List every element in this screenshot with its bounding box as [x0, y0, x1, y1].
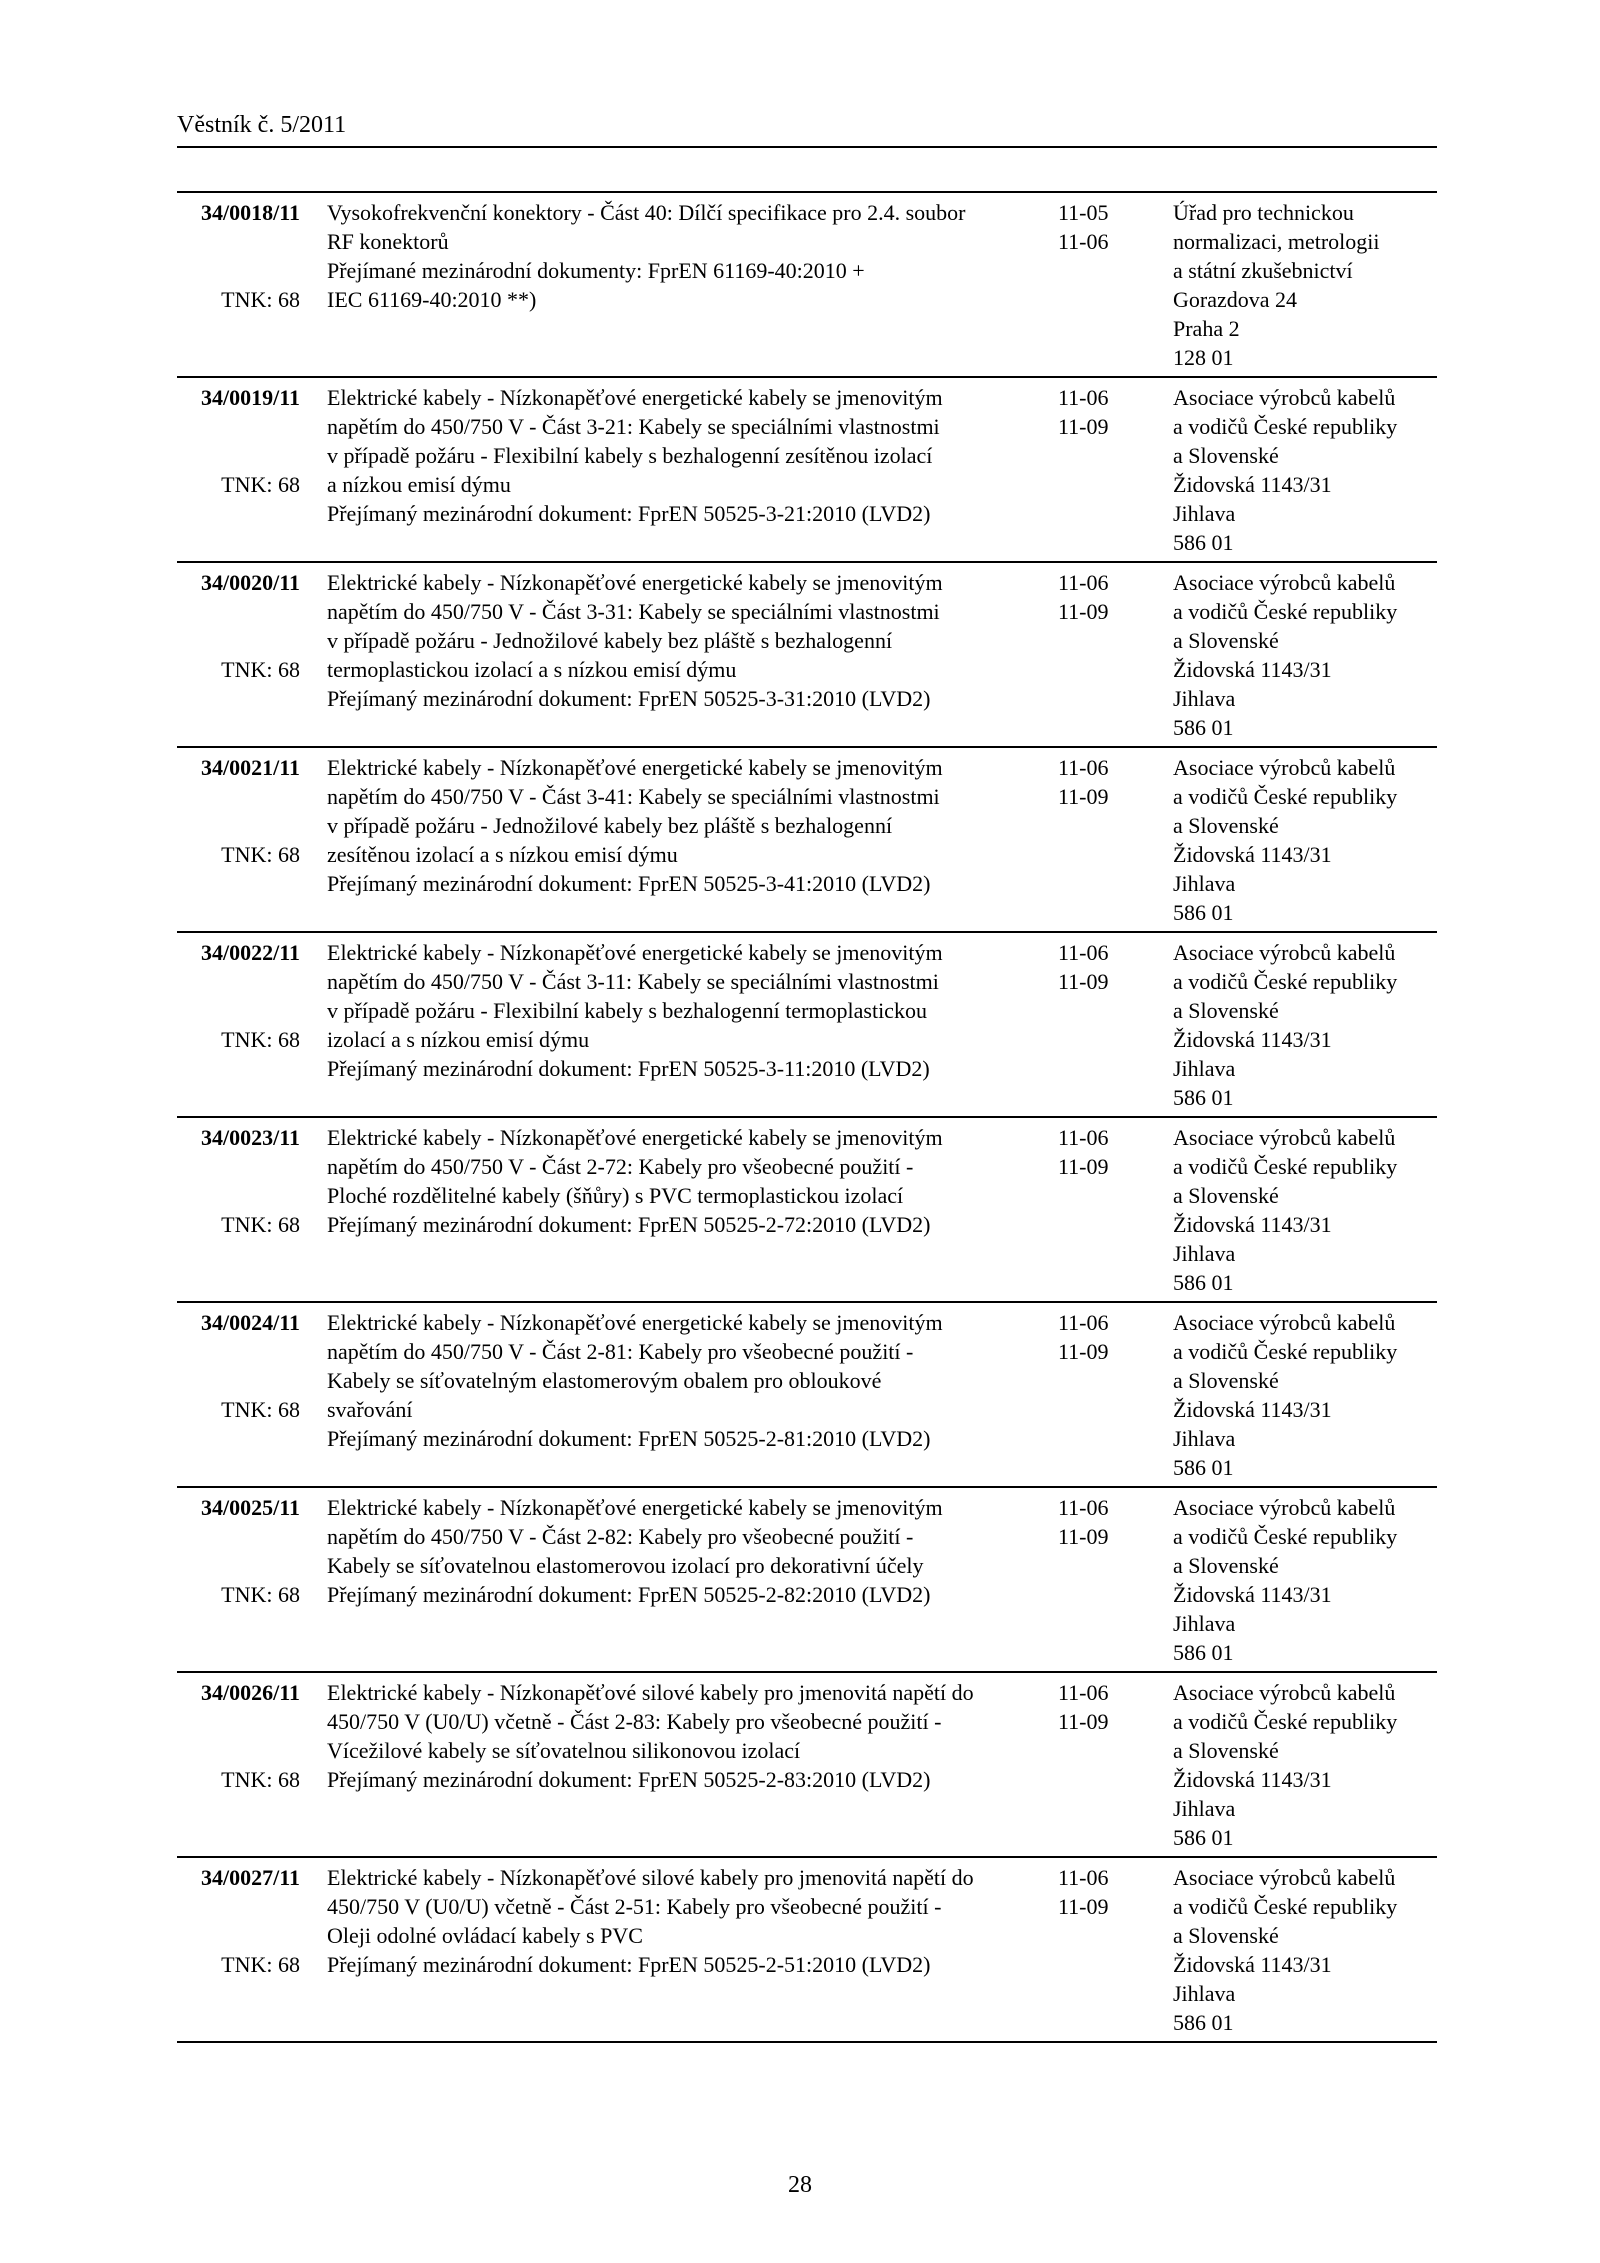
standard-id: 34/0026/11 [200, 1680, 300, 1705]
organization-address: Asociace výrobců kabelů a vodičů České republiky a Slovenské Židovská 1143/31 Jihlava 586 01 [1173, 755, 1398, 926]
table-row [177, 1303, 1437, 1488]
standard-id: 34/0020/11 [200, 570, 300, 595]
tnk-number: TNK: 68 [221, 1767, 300, 1792]
dates: 11-06 11-09 [1058, 385, 1109, 440]
standard-description: Vysokofrekvenční konektory - Část 40: Dílčí specifikace pro 2.4. soubor RF konektorů Přejímané mezinárodní dokumenty: FprEN 61169-40:2010 + IEC 61169-40:2010 **) [327, 200, 966, 313]
table-row [177, 1488, 1437, 1673]
tnk-number: TNK: 68 [221, 1027, 300, 1052]
standard-description: Elektrické kabely - Nízkonapěťové energetické kabely se jmenovitým napětím do 450/750 V - Část 3-31: Kabely se speciálními vlastnostmi v případě požáru - Jednožilové kabely bez pláště s bezhalogenní termoplastickou izolací a s nízkou emisí dýmu Přejímaný mezinárodní dokument: FprEN 50525-3-31:2010 (LVD2) [327, 570, 943, 712]
dates: 11-06 11-09 [1058, 755, 1109, 810]
header-rule [177, 146, 1437, 148]
organization-address: Úřad pro technickou normalizaci, metrologii a státní zkušebnictví Gorazdova 24 Praha 2 128 01 [1173, 200, 1380, 371]
dates: 11-05 11-06 [1058, 200, 1109, 255]
dates: 11-06 11-09 [1058, 1310, 1109, 1365]
journal-header: Věstník č. 5/2011 [177, 112, 347, 138]
table-row [177, 1118, 1437, 1303]
dates: 11-06 11-09 [1058, 570, 1109, 625]
table-row [177, 1673, 1437, 1858]
organization-address: Asociace výrobců kabelů a vodičů České republiky a Slovenské Židovská 1143/31 Jihlava 586 01 [1173, 1865, 1398, 2036]
standard-id: 34/0023/11 [200, 1125, 300, 1150]
table-row [177, 933, 1437, 1118]
table-row [177, 748, 1437, 933]
tnk-number: TNK: 68 [221, 1212, 300, 1237]
organization-address: Asociace výrobců kabelů a vodičů České republiky a Slovenské Židovská 1143/31 Jihlava 586 01 [1173, 1680, 1398, 1851]
standard-id: 34/0018/11 [200, 200, 300, 225]
standard-id: 34/0027/11 [200, 1865, 300, 1890]
organization-address: Asociace výrobců kabelů a vodičů České republiky a Slovenské Židovská 1143/31 Jihlava 586 01 [1173, 940, 1398, 1111]
table-row [177, 563, 1437, 748]
tnk-number: TNK: 68 [221, 657, 300, 682]
standard-description: Elektrické kabely - Nízkonapěťové energetické kabely se jmenovitým napětím do 450/750 V - Část 3-11: Kabely se speciálními vlastnostmi v případě požáru - Flexibilní kabely s bezhalogenní termoplastickou izolací a s nízkou emisí dýmu Přejímaný mezinárodní dokument: FprEN 50525-3-11:2010 (LVD2) [327, 940, 943, 1082]
standard-id: 34/0019/11 [200, 385, 300, 410]
page-number: 28 [788, 2172, 812, 2198]
table-row [177, 1858, 1437, 2043]
dates: 11-06 11-09 [1058, 1495, 1109, 1550]
standards-table [177, 191, 1437, 2043]
standard-description: Elektrické kabely - Nízkonapěťové silové kabely pro jmenovitá napětí do 450/750 V (U0/U) včetně - Část 2-51: Kabely pro všeobecné použití - Oleji odolné ovládací kabely s PVC Přejímaný mezinárodní dokument: FprEN 50525-2-51:2010 (LVD2) [327, 1865, 974, 1978]
tnk-number: TNK: 68 [221, 1582, 300, 1607]
tnk-number: TNK: 68 [221, 1397, 300, 1422]
standard-description: Elektrické kabely - Nízkonapěťové energetické kabely se jmenovitým napětím do 450/750 V - Část 3-41: Kabely se speciálními vlastnostmi v případě požáru - Jednožilové kabely bez pláště s bezhalogenní zesítěnou izolací a s nízkou emisí dýmu Přejímaný mezinárodní dokument: FprEN 50525-3-41:2010 (LVD2) [327, 755, 943, 897]
organization-address: Asociace výrobců kabelů a vodičů České republiky a Slovenské Židovská 1143/31 Jihlava 586 01 [1173, 1310, 1398, 1481]
standard-description: Elektrické kabely - Nízkonapěťové energetické kabely se jmenovitým napětím do 450/750 V - Část 3-21: Kabely se speciálními vlastnostmi v případě požáru - Flexibilní kabely s bezhalogenní zesítěnou izolací a nízkou emisí dýmu Přejímaný mezinárodní dokument: FprEN 50525-3-21:2010 (LVD2) [327, 385, 943, 527]
standard-id: 34/0022/11 [200, 940, 300, 965]
organization-address: Asociace výrobců kabelů a vodičů České republiky a Slovenské Židovská 1143/31 Jihlava 586 01 [1173, 1125, 1398, 1296]
tnk-number: TNK: 68 [221, 842, 300, 867]
tnk-number: TNK: 68 [221, 287, 300, 312]
standard-description: Elektrické kabely - Nízkonapěťové energetické kabely se jmenovitým napětím do 450/750 V - Část 2-72: Kabely pro všeobecné použití - Ploché rozdělitelné kabely (šňůry) s PVC termoplastickou izolací Přejímaný mezinárodní dokument: FprEN 50525-2-72:2010 (LVD2) [327, 1125, 943, 1238]
standard-id: 34/0024/11 [200, 1310, 300, 1335]
standard-id: 34/0021/11 [200, 755, 300, 780]
organization-address: Asociace výrobců kabelů a vodičů České republiky a Slovenské Židovská 1143/31 Jihlava 586 01 [1173, 1495, 1398, 1666]
dates: 11-06 11-09 [1058, 1865, 1109, 1920]
table-row [177, 193, 1437, 378]
organization-address: Asociace výrobců kabelů a vodičů České republiky a Slovenské Židovská 1143/31 Jihlava 586 01 [1173, 385, 1398, 556]
tnk-number: TNK: 68 [221, 1952, 300, 1977]
standard-id: 34/0025/11 [200, 1495, 300, 1520]
dates: 11-06 11-09 [1058, 940, 1109, 995]
standard-description: Elektrické kabely - Nízkonapěťové silové kabely pro jmenovitá napětí do 450/750 V (U0/U) včetně - Část 2-83: Kabely pro všeobecné použití - Vícežilové kabely se síťovatelnou silikonovou izolací Přejímaný mezinárodní dokument: FprEN 50525-2-83:2010 (LVD2) [327, 1680, 974, 1793]
standard-description: Elektrické kabely - Nízkonapěťové energetické kabely se jmenovitým napětím do 450/750 V - Část 2-81: Kabely pro všeobecné použití - Kabely se síťovatelným elastomerovým obalem pro obloukové svařování Přejímaný mezinárodní dokument: FprEN 50525-2-81:2010 (LVD2) [327, 1310, 943, 1452]
dates: 11-06 11-09 [1058, 1680, 1109, 1735]
tnk-number: TNK: 68 [221, 472, 300, 497]
standard-description: Elektrické kabely - Nízkonapěťové energetické kabely se jmenovitým napětím do 450/750 V - Část 2-82: Kabely pro všeobecné použití - Kabely se síťovatelnou elastomerovou izolací pro dekorativní účely Přejímaný mezinárodní dokument: FprEN 50525-2-82:2010 (LVD2) [327, 1495, 943, 1608]
dates: 11-06 11-09 [1058, 1125, 1109, 1180]
organization-address: Asociace výrobců kabelů a vodičů České republiky a Slovenské Židovská 1143/31 Jihlava 586 01 [1173, 570, 1398, 741]
table-row [177, 378, 1437, 563]
